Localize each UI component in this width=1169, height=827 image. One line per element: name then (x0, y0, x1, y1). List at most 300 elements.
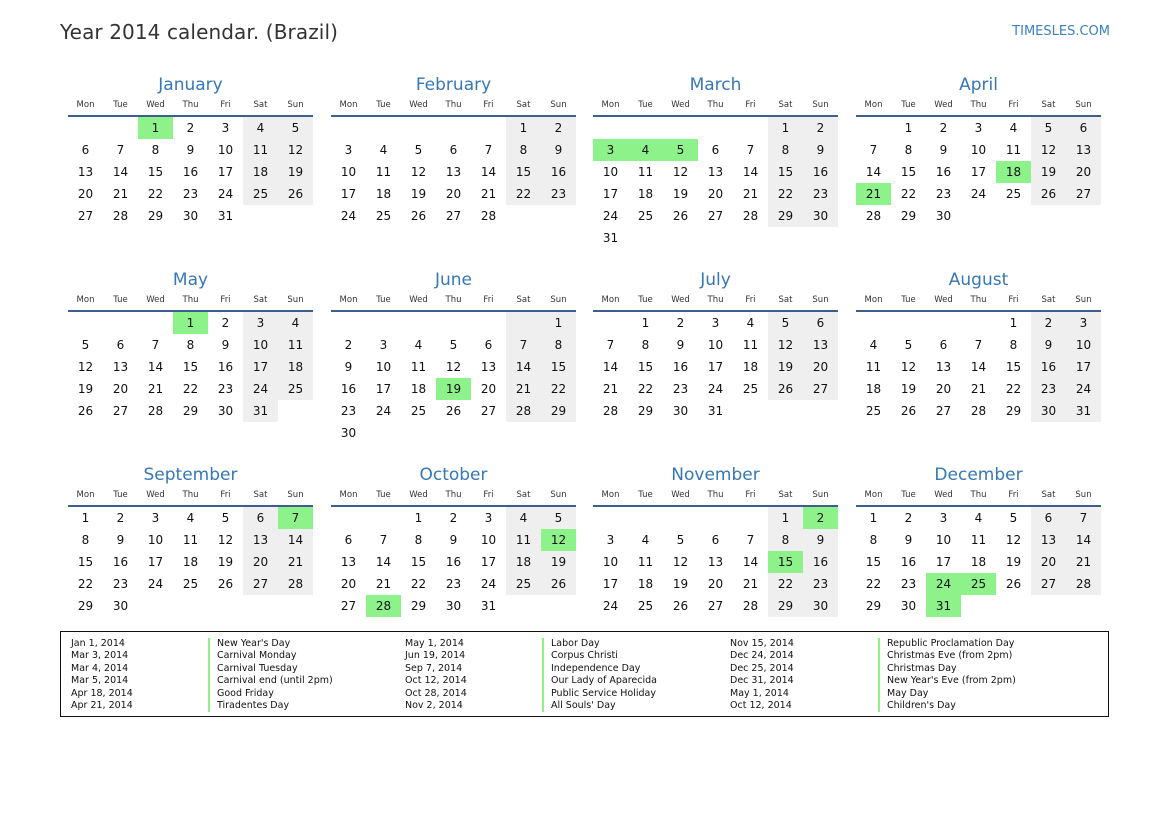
day-cell: 7 (974, 338, 983, 352)
day-cell: 10 (147, 533, 164, 547)
weekday-label: Fri (483, 295, 494, 305)
day-cell: 23 (900, 577, 917, 591)
day-cell: 17 (375, 382, 392, 396)
day-cell: 17 (602, 187, 619, 201)
day-cell: 16 (541, 161, 576, 183)
day-cell: 15 (182, 360, 199, 374)
day-cell: 8 (768, 529, 803, 551)
day-cell: 13 (707, 555, 724, 569)
day-cell: 18 (506, 551, 541, 573)
day-cell: 3 (1066, 312, 1101, 334)
weekday-label: Wed (409, 490, 428, 500)
day-cell: 20 (243, 551, 278, 573)
weekday-label: Tue (638, 100, 653, 110)
holiday-day-cell: 1 (138, 117, 173, 139)
day-cell: 3 (243, 312, 278, 334)
day-cell: 17 (243, 356, 278, 378)
weekday-label: Fri (220, 490, 231, 500)
weekday-label: Sat (1041, 295, 1056, 305)
weekday-label: Fri (1008, 100, 1019, 110)
weekday-label: Sat (778, 100, 793, 110)
day-cell: 13 (243, 529, 278, 551)
holiday-date: Apr 21, 2014 (71, 700, 133, 711)
day-cell: 24 (480, 577, 497, 591)
day-cell: 6 (116, 338, 125, 352)
holiday-day-cell: 4 (628, 139, 663, 161)
day-cell: 17 (602, 577, 619, 591)
day-cell: 8 (1009, 338, 1018, 352)
day-cell: 25 (865, 404, 882, 418)
weekday-label: Tue (113, 295, 128, 305)
day-cell: 8 (541, 334, 576, 356)
day-cell: 29 (900, 209, 917, 223)
day-cell: 6 (484, 338, 493, 352)
month-name: June (434, 270, 473, 290)
day-cell: 22 (1005, 382, 1022, 396)
weekday-header (331, 488, 576, 502)
weekday-label: Wed (146, 295, 165, 305)
month-name: March (689, 75, 742, 95)
day-cell: 11 (742, 338, 759, 352)
weekday-label: Tue (638, 490, 653, 500)
day-cell: 30 (935, 209, 952, 223)
day-cell: 2 (221, 316, 230, 330)
day-cell: 27 (803, 378, 838, 400)
day-cell: 3 (606, 533, 615, 547)
day-cell: 14 (1066, 529, 1101, 551)
day-cell: 13 (480, 360, 497, 374)
weekday-label: Sun (550, 490, 567, 500)
day-cell: 8 (81, 533, 90, 547)
day-cell: 3 (344, 143, 353, 157)
day-cell: 24 (217, 187, 234, 201)
day-cell: 1 (506, 117, 541, 139)
weekday-header (331, 293, 576, 307)
day-cell: 16 (340, 382, 357, 396)
holiday-name: Tiradentes Day (208, 700, 289, 712)
day-cell: 4 (746, 316, 755, 330)
weekday-label: Wed (146, 100, 165, 110)
day-cell: 22 (900, 187, 917, 201)
day-cell: 18 (278, 356, 313, 378)
day-cell: 23 (672, 382, 689, 396)
month-name: May (172, 270, 209, 290)
day-cell: 18 (410, 382, 427, 396)
weekday-label: Mon (76, 100, 95, 110)
day-cell: 17 (935, 555, 952, 569)
weekday-label: Wed (934, 100, 953, 110)
weekday-label: Sat (516, 490, 531, 500)
holiday-day-cell: 18 (996, 161, 1031, 183)
day-cell: 1 (768, 117, 803, 139)
weekday-label: Fri (483, 100, 494, 110)
weekday-label: Sat (253, 100, 268, 110)
holiday-date: May 1, 2014 (730, 687, 789, 699)
day-cell: 10 (480, 533, 497, 547)
day-grid (331, 312, 576, 444)
holiday-day-cell: 5 (663, 139, 698, 161)
holiday-name: Public Service Holiday (542, 688, 656, 700)
day-grid (68, 312, 313, 444)
day-cell: 25 (506, 573, 541, 595)
holiday-date: Mar 4, 2014 (71, 662, 129, 674)
day-cell: 13 (1031, 529, 1066, 551)
weekday-label: Tue (376, 295, 391, 305)
day-cell: 12 (900, 360, 917, 374)
day-cell: 18 (865, 382, 882, 396)
day-cell: 26 (768, 378, 803, 400)
weekday-label: Wed (409, 295, 428, 305)
day-cell: 29 (865, 599, 882, 613)
day-cell: 26 (445, 404, 462, 418)
day-cell: 9 (541, 139, 576, 161)
day-cell: 11 (506, 529, 541, 551)
holiday-day-cell: 15 (768, 551, 803, 573)
weekday-label: Sun (812, 295, 829, 305)
day-cell: 27 (935, 404, 952, 418)
day-cell: 6 (449, 143, 458, 157)
day-cell: 9 (904, 533, 913, 547)
month-february (331, 72, 576, 249)
holiday-day-cell: 25 (961, 573, 996, 595)
day-cell: 20 (1066, 161, 1101, 183)
weekday-label: Sun (287, 100, 304, 110)
day-cell: 20 (445, 187, 462, 201)
day-cell: 9 (221, 338, 230, 352)
day-cell: 4 (379, 143, 388, 157)
day-cell: 30 (1031, 400, 1066, 422)
day-cell: 6 (803, 312, 838, 334)
day-cell: 25 (637, 209, 654, 223)
holiday-legend (60, 631, 1109, 717)
day-cell: 21 (506, 378, 541, 400)
day-cell: 10 (707, 338, 724, 352)
day-cell: 9 (449, 533, 458, 547)
holiday-day-cell: 12 (541, 529, 576, 551)
day-cell: 8 (414, 533, 423, 547)
day-cell: 14 (375, 555, 392, 569)
day-cell: 22 (506, 183, 541, 205)
day-cell: 1 (768, 507, 803, 529)
day-cell: 5 (541, 507, 576, 529)
day-cell: 2 (904, 511, 913, 525)
holiday-name: Independence Day (542, 663, 640, 675)
day-cell: 24 (375, 404, 392, 418)
day-cell: 18 (970, 555, 987, 569)
day-cell: 16 (217, 360, 234, 374)
day-cell: 24 (602, 599, 619, 613)
day-cell: 25 (182, 577, 199, 591)
day-cell: 29 (182, 404, 199, 418)
day-cell: 6 (81, 143, 90, 157)
month-name: November (671, 465, 760, 485)
day-cell: 28 (278, 573, 313, 595)
day-cell: 2 (676, 316, 685, 330)
month-name: October (419, 465, 488, 485)
holiday-name: Our Lady of Aparecida (542, 675, 657, 687)
month-name: August (948, 270, 1009, 290)
day-cell: 11 (243, 139, 278, 161)
weekday-label: Wed (671, 295, 690, 305)
day-cell: 26 (1031, 183, 1066, 205)
weekday-label: Sun (1075, 100, 1092, 110)
day-cell: 11 (182, 533, 199, 547)
day-cell: 8 (768, 139, 803, 161)
day-cell: 5 (449, 338, 458, 352)
day-cell: 9 (676, 338, 685, 352)
holiday-name: Christmas Day (878, 663, 957, 675)
day-cell: 26 (541, 573, 576, 595)
day-cell: 4 (506, 507, 541, 529)
weekday-label: Mon (601, 100, 620, 110)
day-cell: 20 (935, 382, 952, 396)
day-cell: 3 (484, 511, 493, 525)
weekday-label: Sat (516, 295, 531, 305)
day-cell: 17 (147, 555, 164, 569)
day-cell: 30 (900, 599, 917, 613)
day-cell: 19 (541, 551, 576, 573)
day-cell: 14 (278, 529, 313, 551)
day-cell: 12 (1031, 139, 1066, 161)
day-cell: 19 (217, 555, 234, 569)
day-cell: 11 (970, 533, 987, 547)
day-grid (331, 117, 576, 249)
day-cell: 7 (1066, 507, 1101, 529)
day-cell: 30 (445, 599, 462, 613)
day-grid (593, 312, 838, 444)
day-cell: 10 (602, 555, 619, 569)
holiday-day-cell: 1 (173, 312, 208, 334)
weekday-label: Mon (339, 100, 358, 110)
day-cell: 21 (1066, 551, 1101, 573)
day-cell: 4 (641, 533, 650, 547)
day-cell: 12 (217, 533, 234, 547)
weekday-label: Tue (901, 100, 916, 110)
weekday-header (856, 488, 1101, 502)
day-cell: 1 (904, 121, 913, 135)
weekday-label: Tue (113, 490, 128, 500)
day-cell: 3 (221, 121, 230, 135)
month-name: January (158, 75, 223, 95)
weekday-header (68, 488, 313, 502)
holiday-name: Corpus Christi (542, 650, 618, 662)
day-cell: 25 (637, 599, 654, 613)
day-cell: 25 (1005, 187, 1022, 201)
holiday-date: Nov 15, 2014 (730, 638, 794, 649)
day-cell: 24 (970, 187, 987, 201)
month-june (331, 267, 576, 444)
day-cell: 7 (746, 143, 755, 157)
day-cell: 27 (445, 209, 462, 223)
weekday-label: Mon (864, 100, 883, 110)
day-grid (68, 117, 313, 249)
day-cell: 11 (865, 360, 882, 374)
day-cell: 13 (112, 360, 129, 374)
day-cell: 31 (707, 404, 724, 418)
day-cell: 5 (768, 312, 803, 334)
day-cell: 13 (1066, 139, 1101, 161)
day-cell: 18 (742, 360, 759, 374)
holiday-day-cell: 21 (856, 183, 891, 205)
day-cell: 13 (707, 165, 724, 179)
weekday-label: Sat (778, 490, 793, 500)
weekday-label: Thu (970, 490, 987, 500)
day-cell: 22 (637, 382, 654, 396)
day-cell: 14 (602, 360, 619, 374)
day-cell: 28 (506, 400, 541, 422)
day-cell: 23 (803, 573, 838, 595)
day-cell: 11 (410, 360, 427, 374)
day-cell: 6 (1066, 117, 1101, 139)
day-cell: 10 (602, 165, 619, 179)
day-cell: 1 (641, 316, 650, 330)
month-march (593, 72, 838, 249)
day-cell: 7 (746, 533, 755, 547)
day-cell: 3 (711, 316, 720, 330)
weekday-label: Thu (445, 295, 462, 305)
day-cell: 8 (641, 338, 650, 352)
weekday-label: Sun (550, 100, 567, 110)
day-cell: 15 (768, 161, 803, 183)
day-cell: 14 (742, 165, 759, 179)
day-cell: 27 (243, 573, 278, 595)
day-cell: 23 (541, 183, 576, 205)
day-cell: 20 (707, 187, 724, 201)
day-cell: 18 (243, 161, 278, 183)
day-cell: 22 (77, 577, 94, 591)
day-cell: 23 (182, 187, 199, 201)
day-cell: 30 (112, 599, 129, 613)
empty-weekend-cell (506, 312, 541, 334)
day-cell: 14 (147, 360, 164, 374)
month-november (593, 462, 838, 639)
day-cell: 18 (637, 577, 654, 591)
day-cell: 13 (935, 360, 952, 374)
weekday-label: Sun (1075, 490, 1092, 500)
weekday-label: Sun (550, 295, 567, 305)
day-cell: 9 (344, 360, 353, 374)
day-cell: 16 (803, 161, 838, 183)
site-link[interactable]: TIMESLES.COM (1012, 24, 1110, 39)
holiday-date: Dec 25, 2014 (730, 662, 794, 674)
day-cell: 6 (1031, 507, 1066, 529)
weekday-label: Sat (253, 490, 268, 500)
weekday-label: Wed (934, 295, 953, 305)
holiday-name: Carnival Tuesday (208, 663, 298, 675)
weekday-header (68, 98, 313, 112)
day-cell: 21 (112, 187, 129, 201)
day-cell: 1 (869, 511, 878, 525)
day-cell: 25 (375, 209, 392, 223)
holiday-date: Jun 19, 2014 (405, 650, 466, 662)
day-cell: 23 (217, 382, 234, 396)
day-cell: 9 (1031, 334, 1066, 356)
weekday-header (593, 293, 838, 307)
day-cell: 21 (375, 577, 392, 591)
day-cell: 16 (935, 165, 952, 179)
day-cell: 5 (676, 533, 685, 547)
month-name: February (415, 75, 492, 95)
day-cell: 12 (672, 555, 689, 569)
day-grid (593, 117, 838, 249)
holiday-name: All Souls' Day (542, 700, 616, 712)
day-cell: 27 (707, 599, 724, 613)
holiday-name: May Day (878, 688, 928, 700)
day-cell: 12 (1005, 533, 1022, 547)
day-cell: 14 (742, 555, 759, 569)
day-cell: 21 (602, 382, 619, 396)
day-cell: 7 (869, 143, 878, 157)
day-cell: 25 (243, 183, 278, 205)
day-cell: 9 (939, 143, 948, 157)
day-cell: 17 (1066, 356, 1101, 378)
day-cell: 8 (186, 338, 195, 352)
day-cell: 22 (147, 187, 164, 201)
weekday-label: Fri (1008, 295, 1019, 305)
day-cell: 8 (151, 143, 160, 157)
day-cell: 7 (151, 338, 160, 352)
holiday-date: Mar 5, 2014 (71, 675, 129, 687)
day-cell: 28 (112, 209, 129, 223)
day-cell: 27 (480, 404, 497, 418)
day-cell: 27 (707, 209, 724, 223)
day-cell: 31 (217, 209, 234, 223)
day-cell: 12 (77, 360, 94, 374)
day-cell: 25 (410, 404, 427, 418)
weekday-label: Mon (864, 295, 883, 305)
day-cell: 2 (186, 121, 195, 135)
day-cell: 7 (116, 143, 125, 157)
holiday-date: Nov 2, 2014 (405, 700, 463, 711)
day-cell: 6 (243, 507, 278, 529)
day-cell: 20 (340, 577, 357, 591)
day-cell: 30 (803, 205, 838, 227)
weekday-label: Thu (445, 490, 462, 500)
day-cell: 12 (445, 360, 462, 374)
day-cell: 18 (182, 555, 199, 569)
day-cell: 5 (278, 117, 313, 139)
day-cell: 29 (147, 209, 164, 223)
holiday-day-cell: 28 (366, 595, 401, 617)
weekday-label: Tue (901, 490, 916, 500)
holiday-date: Dec 24, 2014 (730, 650, 794, 662)
day-cell: 1 (541, 312, 576, 334)
day-cell: 30 (672, 404, 689, 418)
month-december (856, 462, 1101, 639)
weekday-label: Mon (76, 490, 95, 500)
holiday-name: Good Friday (208, 688, 274, 700)
weekday-label: Sun (287, 490, 304, 500)
day-cell: 10 (935, 533, 952, 547)
weekday-label: Thu (707, 295, 724, 305)
day-cell: 4 (414, 338, 423, 352)
day-grid (331, 507, 576, 639)
day-cell: 21 (742, 187, 759, 201)
holiday-name: New Year's Day (208, 638, 290, 650)
day-cell: 2 (449, 511, 458, 525)
day-cell: 16 (672, 360, 689, 374)
weekday-label: Thu (707, 100, 724, 110)
day-cell: 23 (445, 577, 462, 591)
day-cell: 27 (1066, 183, 1101, 205)
weekday-label: Sun (1075, 295, 1092, 305)
weekday-label: Thu (445, 100, 462, 110)
day-cell: 30 (217, 404, 234, 418)
weekday-header (68, 293, 313, 307)
day-cell: 29 (541, 400, 576, 422)
month-january (68, 72, 313, 249)
day-cell: 20 (707, 577, 724, 591)
